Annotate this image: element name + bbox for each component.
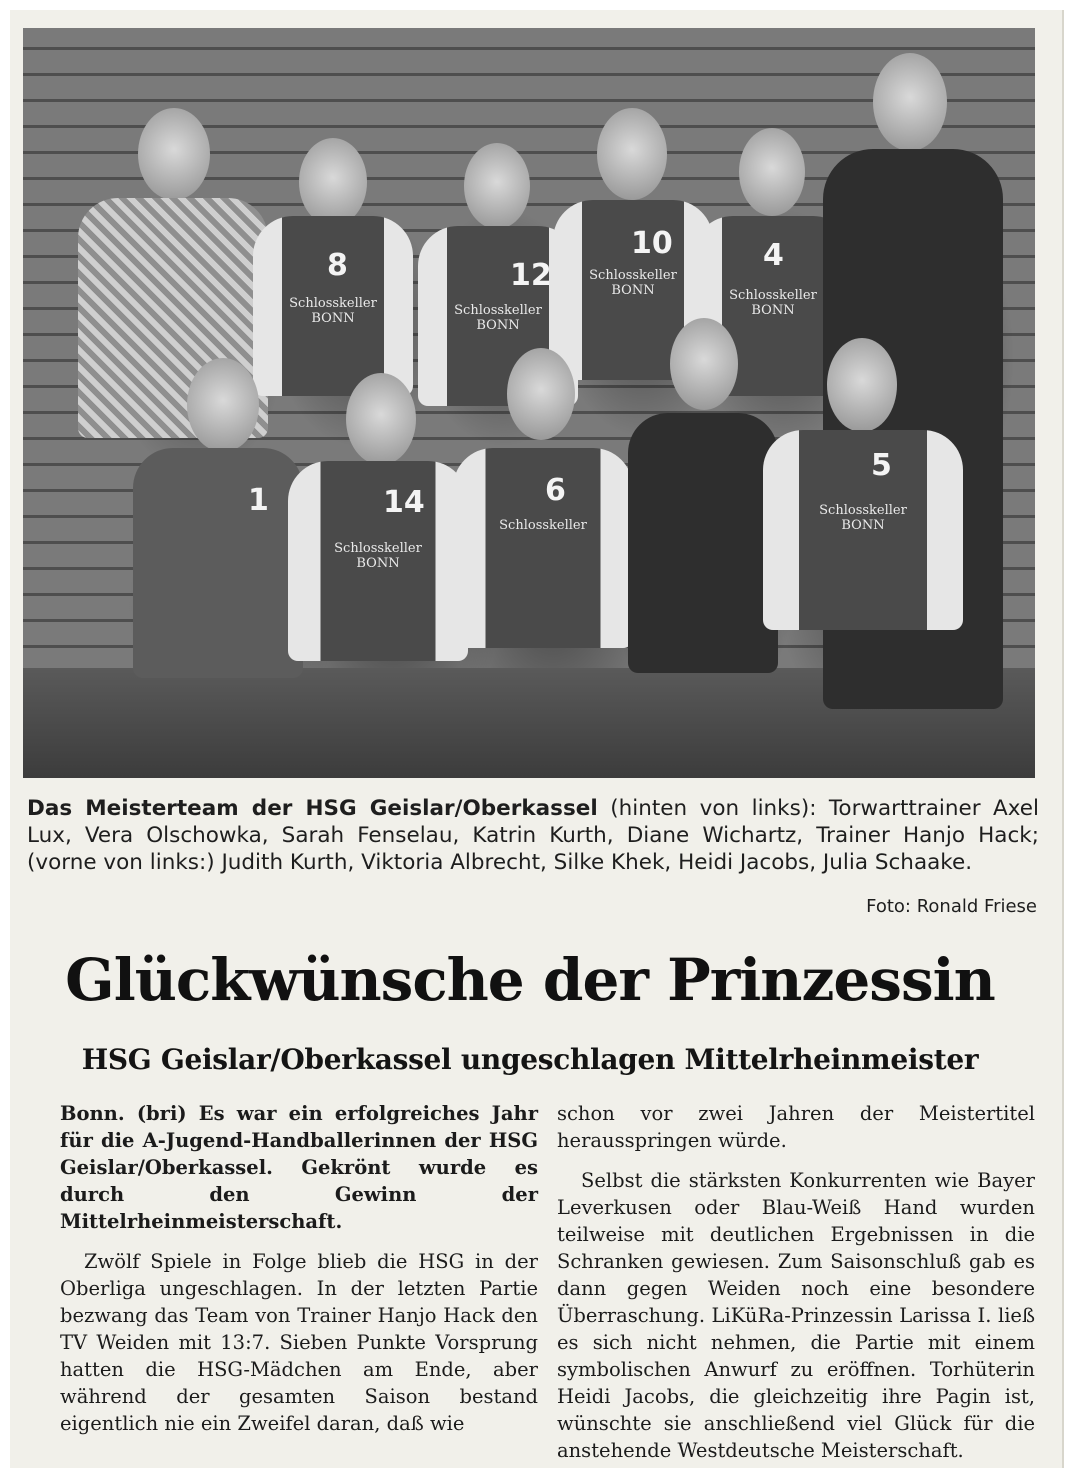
caption-lead: Das Meisterteam der HSG Geislar/Oberkassel (27, 796, 598, 821)
article-paragraph-1-continued: schon vor zwei Jahren der Meistertitel herausspringen würde. (557, 1102, 1035, 1152)
article-column-right (557, 1100, 1035, 1464)
article-paragraph-2: Selbst die stärksten Konkurrenten wie Bayer Leverkusen oder Blau-Weiß Hand wurden teilweise mit deutlichen Ergebnissen in die Schranken gewiesen. Zum Saisonschluß gab es dann gegen Weiden noch eine besondere Überraschung. LiKüRa-Prinzessin Larissa I. ließ es sich nicht nehmen, die Partie mit einem symbolischen Anwurf zu eröffnen. Torhüterin Heidi Jacobs, die gleichzeitig ihre Pagin ist, wünschte sie anschließend viel Glück für die anstehende Westdeutsche Meisterschaft. (557, 1169, 1035, 1462)
article-paragraph-1: Zwölf Spiele in Folge blieb die HSG in der Oberliga ungeschlagen. In der letzten Partie bezwang das Team von Trainer Hanjo Hack den TV Weiden mit 13:7. Sieben Punkte Vorsprung hatten die HSG-Mädchen am Ende, aber während der gesamten Saison bestand eigentlich nie ein Zweifel daran, daß wie (60, 1250, 538, 1435)
team-photo (23, 28, 1035, 778)
jersey-number: 4 (763, 238, 784, 273)
shirt-sponsor: Schlosskeller BONN (729, 288, 817, 318)
article-subheadline: HSG Geislar/Oberkassel ungeschlagen Mittelrheinmeister (81, 1043, 979, 1076)
jersey-number: 14 (383, 485, 425, 520)
jersey-number: 6 (545, 473, 566, 508)
jersey-number: 8 (327, 248, 348, 283)
person-front-4 (628, 318, 778, 738)
jersey-number: 1 (248, 483, 269, 518)
shirt-sponsor: Schlosskeller BONN (334, 541, 422, 571)
shirt-sponsor: Schlosskeller (499, 518, 587, 533)
person-front-3 (453, 348, 633, 748)
photo-credit: Foto: Ronald Friese (866, 896, 1037, 917)
shirt-sponsor: Schlosskeller BONN (589, 268, 677, 298)
jersey-number: 10 (631, 226, 673, 261)
article-column-left (60, 1100, 538, 1437)
article-intro: Bonn. (bri) Es war ein erfolgreiches Jahr für die A-Jugend-Handballerinnen der HSG Geislar/Oberkassel. Gekrönt wurde es durch den Gewinn der Mittelrheinmeisterschaft. (60, 1102, 538, 1233)
person-front-2 (288, 373, 468, 763)
shirt-sponsor: Schlosskeller BONN (819, 503, 907, 533)
jersey-number: 12 (510, 258, 552, 293)
shirt-sponsor: Schlosskeller BONN (454, 303, 542, 333)
person-front-5 (763, 338, 963, 738)
article-headline: Glückwünsche der Prinzessin (65, 946, 995, 1014)
photo-caption (27, 795, 1039, 876)
caption-body: (hinten von links): Torwarttrainer Axel Lux, Vera Olschowka, Sarah Fenselau, Katrin Kurth, Diane Wichartz, Trainer Hanjo Hack; (vorne von links:) Judith Kurth, Viktoria Albrecht, Silke Khek, Heidi Jacobs, Julia Schaake. (27, 796, 1040, 875)
shirt-sponsor: Schlosskeller BONN (289, 296, 377, 326)
person-front-1 (133, 358, 303, 748)
jersey-number: 5 (871, 448, 892, 483)
